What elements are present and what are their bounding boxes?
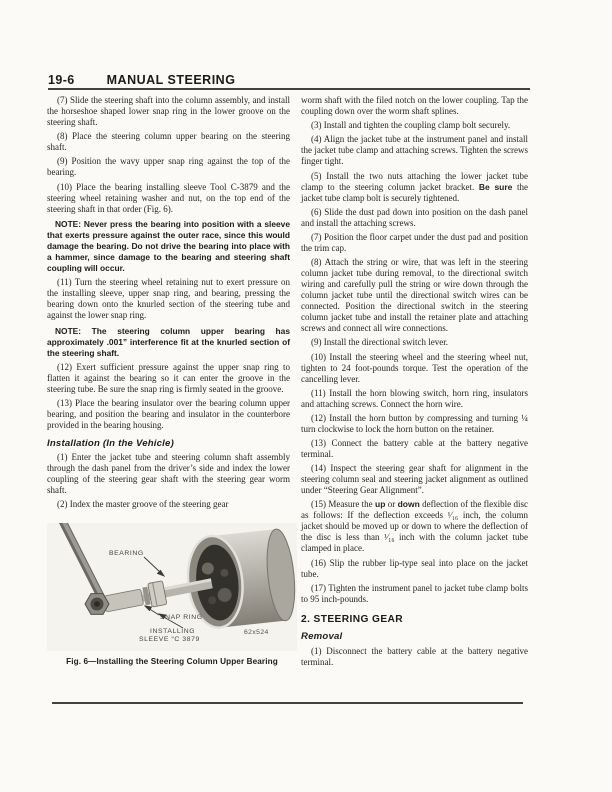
text-segment: (12) Install the horn button by compressing and turning ¼ turn clockwise to lock the horn button on the retainer. bbox=[301, 412, 528, 434]
paragraph bbox=[301, 583, 528, 605]
label-installing-sleeve-line1: INSTALLING bbox=[150, 628, 196, 635]
text-segment: (1) Enter the jacket tube and steering column shaft assembly through the dash panel from the driver’s side and index the lower coupling of the steering gear shaft with the steering gear worm shaft. bbox=[47, 451, 290, 495]
text-segment: (6) Slide the dust pad down into position on the dash panel and install the attaching screws. bbox=[301, 206, 528, 228]
text-segment: worm shaft with the filed notch on the lower coupling. Tap the coupling down over the worm shaft splines. bbox=[301, 95, 528, 116]
text-segment: (4) Align the jacket tube at the instrument panel and install the jacket tube clamp and attaching screws. Tighten the screws finger tight. bbox=[301, 134, 528, 167]
paragraph bbox=[301, 232, 528, 254]
text-segment: (11) Install the horn blowing switch, horn ring, insulators and attaching screws. Connect the horn wire. bbox=[301, 387, 528, 409]
paragraph bbox=[301, 337, 528, 348]
paragraph bbox=[301, 463, 528, 496]
text-segment: (8) Place the steering column upper bearing on the steering shaft. bbox=[47, 131, 290, 153]
text-segment: down bbox=[397, 499, 420, 510]
left-column bbox=[47, 95, 290, 667]
text-segment: (5) Install the two nuts attaching the lower jacket tube clamp to the steering column jacket bracket. bbox=[301, 170, 528, 192]
photo-id: 62x524 bbox=[244, 629, 269, 636]
text-segment: (14) Inspect the steering gear shaft for alignment in the steering column seal and steering jacket alignment as outlined under “Steering Gear Alignment”. bbox=[301, 463, 528, 496]
paragraph bbox=[301, 257, 528, 334]
text-segment: (12) Exert sufficient pressure against the upper snap ring to flatten it against the bearing so it can enter the groove in the steering tube. Be sure the snap ring is firmly seated in the groove. bbox=[47, 361, 290, 394]
text-segment: (9) Install the directional switch lever. bbox=[311, 337, 448, 348]
text-segment: (8) Attach the string or wire, that was left in the steering column jacket tube during removal, to the directional switch wiring and carefully pull the string or wire down through the column jacket tube until the directional switch wires can be connected. Position the directional switch in the steering column jacket tube and install the retainer plate and attaching screws and connect all wire connections. bbox=[301, 257, 528, 334]
paragraph bbox=[301, 120, 528, 131]
text-segment: (10) Install the steering wheel and the steering wheel nut, tighten to 24 foot-pounds torque. Test the operation of the cancelling lever. bbox=[301, 351, 528, 384]
page-title: MANUAL STEERING bbox=[106, 73, 236, 87]
section-heading bbox=[301, 614, 528, 625]
text-segment: the jacket tube clamp bolt is securely tightened. bbox=[301, 181, 528, 203]
text-segment: deflection of the flexible disc as follows: If the deflection exceeds ¹⁄₁₆ inch, the column jacket should be moved up or down to where the deflection of the disc is less than ¹⁄₁₆ inch with the column jacket tube clamped in place. bbox=[301, 499, 528, 554]
text-segment: (11) Turn the steering wheel retaining nut to exert pressure on the installing sleeve, upper snap ring, and bearing, pressing the bearing down onto the knurled section of the steering tube and against the lower snap ring. bbox=[47, 277, 290, 321]
text-segment: (10) Place the bearing installing sleeve Tool C-3879 and the steering wheel retaining washer and nut, on the top end of the steering shaft in that order (Fig. 6). bbox=[47, 181, 290, 214]
text-segment: (15) Measure the bbox=[311, 499, 376, 510]
text-segment: (2) Index the master groove of the steering gear bbox=[57, 499, 229, 509]
figure-caption: Fig. 6—Installing the Steering Column Upper Bearing bbox=[66, 657, 278, 666]
paragraph bbox=[301, 413, 528, 435]
paragraph bbox=[301, 134, 528, 167]
text-segment: (9) Position the wavy upper snap ring against the top of the bearing. bbox=[47, 156, 290, 178]
right-column bbox=[301, 95, 528, 668]
paragraph bbox=[47, 499, 290, 510]
text-segment: (16) Slip the rubber lip-type seal into place on the jacket tube. bbox=[301, 557, 528, 579]
text-segment: Be sure bbox=[478, 181, 513, 192]
text-segment: Installation (In the Vehicle) bbox=[47, 437, 174, 449]
page-number: 19-6 bbox=[48, 73, 75, 87]
subsection-heading bbox=[301, 631, 528, 642]
text-segment: 2. STEERING GEAR bbox=[301, 613, 404, 625]
figure-6 bbox=[47, 523, 297, 651]
paragraph bbox=[47, 95, 290, 128]
right-column-text bbox=[301, 95, 528, 668]
paragraph bbox=[301, 352, 528, 385]
paragraph bbox=[47, 398, 290, 431]
paragraph bbox=[301, 95, 528, 117]
left-column-text bbox=[47, 95, 290, 510]
text-segment: NOTE: The steering column upper bearing has approximately .001” interference fit at the knurled section of the steering shaft. bbox=[47, 325, 290, 358]
text-segment: (13) Connect the battery cable at the battery negative terminal. bbox=[301, 438, 528, 460]
paragraph bbox=[47, 156, 290, 178]
subsection-heading bbox=[47, 438, 290, 449]
text-segment: NOTE: Never press the bearing into position with a sleeve that exerts pressure against the outer race, since this would damage the bearing. Do not drive the bearing into place with a hammer, since damage to the bearing and steering shaft coupling will occur. bbox=[47, 219, 290, 274]
text-segment: or bbox=[385, 499, 398, 510]
text-segment: up bbox=[375, 499, 386, 510]
note-paragraph bbox=[47, 326, 290, 359]
paragraph bbox=[301, 438, 528, 460]
paragraph bbox=[301, 646, 528, 668]
paragraph bbox=[301, 171, 528, 204]
text-segment: (7) Slide the steering shaft into the column assembly, and install the horseshoe shaped lower snap ring in the lower groove on the steering shaft. bbox=[47, 95, 290, 127]
paragraph bbox=[301, 558, 528, 580]
text-segment: (7) Position the floor carpet under the dust pad and position the trim cap. bbox=[301, 231, 528, 253]
paragraph bbox=[47, 452, 290, 496]
paragraph bbox=[47, 182, 290, 215]
text-segment: (1) Disconnect the battery cable at the battery negative terminal. bbox=[301, 645, 528, 667]
label-bearing: BEARING bbox=[109, 550, 144, 557]
paragraph bbox=[301, 207, 528, 229]
label-installing-sleeve-line2: SLEEVE “C 3879 bbox=[139, 636, 200, 643]
text-segment: Removal bbox=[301, 631, 343, 643]
paragraph bbox=[301, 388, 528, 410]
paragraph bbox=[47, 131, 290, 153]
paragraph bbox=[301, 499, 528, 554]
footer-rule bbox=[52, 702, 523, 704]
text-segment: (3) Install and tighten the coupling clamp bolt securely. bbox=[311, 120, 511, 131]
page-header bbox=[48, 71, 530, 89]
header-rule bbox=[48, 88, 530, 90]
note-paragraph bbox=[47, 219, 290, 274]
text-segment: (17) Tighten the instrument panel to jacket tube clamp bolts to 95 inch-pounds. bbox=[301, 582, 528, 604]
paragraph bbox=[47, 277, 290, 321]
paragraph bbox=[47, 362, 290, 395]
label-snap-ring: SNAP RING bbox=[160, 614, 203, 621]
text-segment: (13) Place the bearing insulator over the bearing column upper bearing, and position the bearing and insulator in the counterbore provided in the bearing housing. bbox=[47, 398, 290, 431]
